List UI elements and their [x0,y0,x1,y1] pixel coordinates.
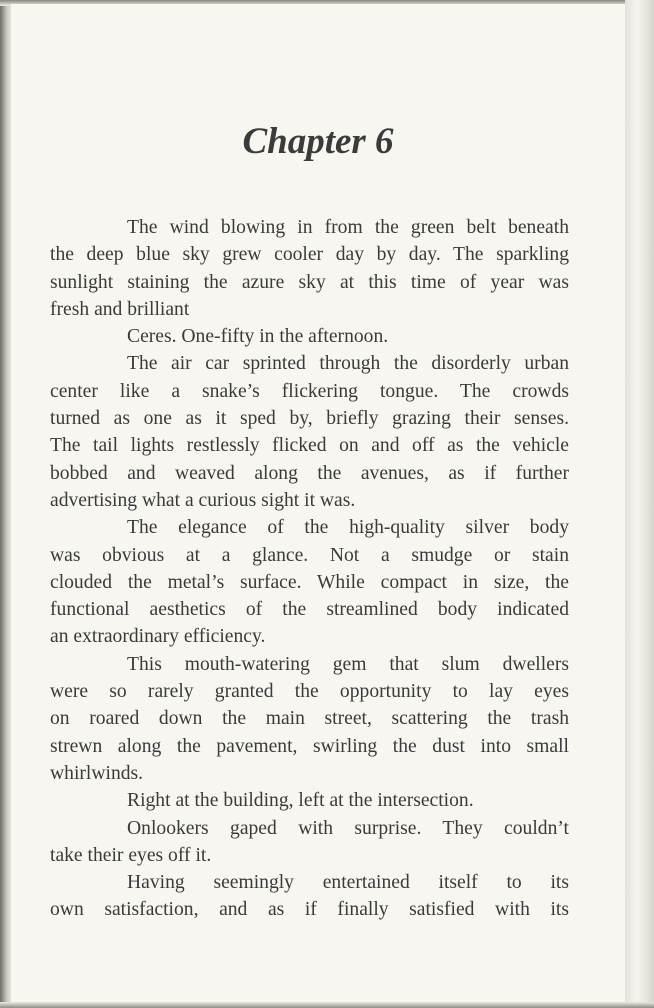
chapter-title: Chapter 6 [242,121,394,162]
paragraph [50,815,569,870]
text-line: The elegance of the high-quality silver body [127,517,569,539]
text-line: Ceres. One-fifty in the afternoon. [127,326,389,348]
text-line: the deep blue sky grew cooler day by day. The sparkling [50,244,569,266]
text-line: on roared down the main street, scattering the trash [50,708,569,730]
text-line: strewn along the pavement, swirling the dust into small [50,735,569,757]
text-line: functional aesthetics of the streamlined body indicated [50,599,569,621]
text-line: The tail lights restlessly flicked on and off as the vehicle [50,435,569,457]
text-line: bobbed and weaved along the avenues, as if further [50,462,569,484]
text-line: advertising what a curious sight it was. [50,489,356,511]
text-line: Having seemingly entertained itself to its [127,872,569,894]
page-bottom-shadow [0,1002,654,1008]
text-line: sunlight staining the azure sky at this time of year was [50,271,569,293]
text-line: This mouth-watering gem that slum dwellers [127,653,569,675]
paragraph [50,869,569,924]
text-line: own satisfaction, and as if finally satisfied with its [50,899,569,921]
text-line: fresh and brilliant [50,298,190,320]
text-line: take their eyes off it. [50,844,212,866]
paragraph [50,787,569,814]
paragraph [50,651,569,787]
body-text [50,214,569,924]
text-line: Onlookers gaped with surprise. They couldn’t [127,817,569,839]
paragraph [50,350,569,514]
text-line: center like a snake’s flickering tongue. The crowds [50,380,569,402]
paragraph [50,514,569,650]
paragraph [50,323,569,350]
text-line: was obvious at a glance. Not a smudge or stain [50,544,569,566]
text-line: whirlwinds. [50,762,144,784]
text-line: The air car sprinted through the disorderly urban [127,353,569,375]
text-line: clouded the metal’s surface. While compact in size, the [50,571,569,593]
text-line: The wind blowing in from the green belt beneath [127,217,569,238]
paragraph [50,214,569,323]
text-line: Right at the building, left at the intersection. [127,790,474,812]
text-line: were so rarely granted the opportunity to lay eyes [50,681,569,703]
text-line: an extraordinary efficiency. [50,626,266,648]
text-line: turned as one as it sped by, briefly grazing their senses. [50,408,569,430]
